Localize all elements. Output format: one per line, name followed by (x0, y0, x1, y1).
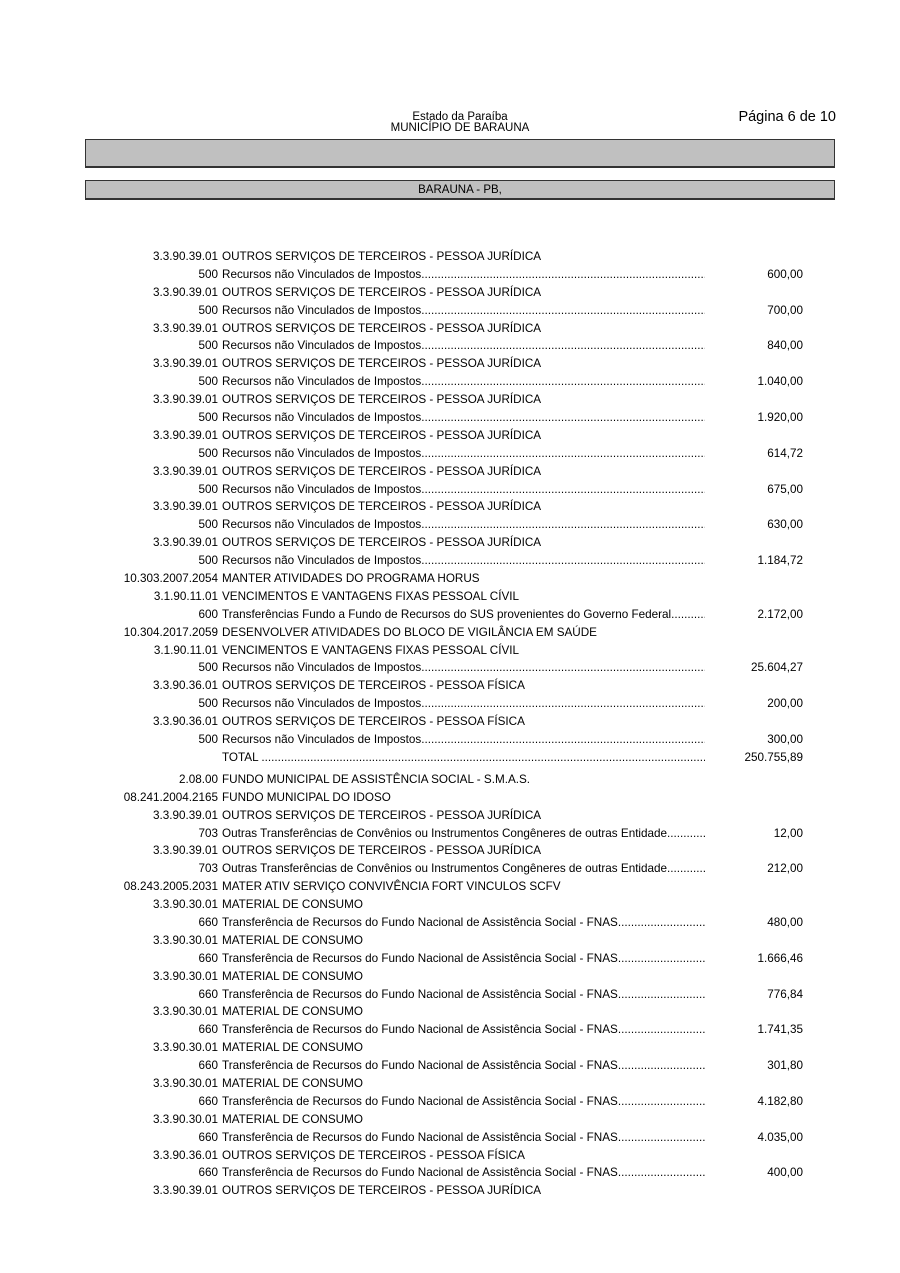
budget-item-row (0, 695, 900, 713)
row-description: OUTROS SERVIÇOS DE TERCEIROS - PESSOA JURÍDICA (222, 428, 542, 442)
row-code: 3.3.90.39.01 (153, 464, 218, 478)
row-description: Transferência de Recursos do Fundo Nacional de Assistência Social - FNAS ..... (222, 914, 705, 932)
budget-item-row (0, 481, 900, 499)
row-description: OUTROS SERVIÇOS DE TERCEIROS - PESSOA JURÍDICA (222, 250, 542, 263)
row-code: 3.3.90.39.01 (153, 250, 218, 263)
budget-rows (0, 248, 900, 1200)
row-value: 1.741,35 (757, 1023, 803, 1037)
row-value: 1.040,00 (757, 375, 803, 389)
budget-item-row (0, 552, 900, 570)
row-code: 660 (198, 1059, 218, 1073)
row-code: 3.3.90.30.01 (153, 898, 218, 912)
row-code: 500 (198, 482, 218, 496)
row-code: 660 (198, 987, 218, 1001)
budget-heading-row (0, 498, 900, 516)
budget-heading-row (0, 1039, 900, 1057)
row-description: Transferência de Recursos do Fundo Nacional de Assistência Social - FNAS ..... (222, 1021, 705, 1039)
row-code: 3.3.90.39.01 (153, 321, 218, 335)
budget-heading-row (0, 896, 900, 914)
row-description: MATERIAL DE CONSUMO (222, 1112, 363, 1126)
row-description: Recursos não Vinculados de Impostos ..... (222, 659, 705, 677)
budget-heading-row (0, 1182, 900, 1200)
row-code: 660 (198, 1023, 218, 1037)
row-code: 660 (198, 951, 218, 965)
row-value: 600,00 (767, 267, 803, 281)
budget-heading-row (0, 534, 900, 552)
budget-item-row (0, 731, 900, 749)
row-value: 1.184,72 (757, 554, 803, 568)
row-code: 3.3.90.30.01 (153, 1005, 218, 1019)
row-value: 614,72 (767, 446, 803, 460)
row-value: 2.172,00 (757, 607, 803, 621)
row-description: Recursos não Vinculados de Impostos ..... (222, 266, 705, 284)
row-code: 500 (198, 554, 218, 568)
row-value: 1.666,46 (757, 951, 803, 965)
row-description: DESENVOLVER ATIVIDADES DO BLOCO DE VIGILÂNCIA EM SAÚDE (222, 625, 597, 639)
row-description: OUTROS SERVIÇOS DE TERCEIROS - PESSOA JURÍDICA (222, 285, 542, 299)
row-description: OUTROS SERVIÇOS DE TERCEIROS - PESSOA JURÍDICA (222, 321, 542, 335)
budget-item-row (0, 1129, 900, 1147)
budget-item-row (0, 860, 900, 878)
row-code: 660 (198, 1130, 218, 1144)
row-value: 200,00 (767, 697, 803, 711)
budget-item-row (0, 606, 900, 624)
budget-heading-row (0, 807, 900, 825)
row-code: 703 (198, 826, 218, 840)
row-description: FUNDO MUNICIPAL DO IDOSO (222, 790, 391, 804)
row-code: 500 (198, 733, 218, 747)
row-value: 25.604,27 (751, 661, 803, 675)
budget-heading-row (0, 320, 900, 338)
row-code: 500 (198, 303, 218, 317)
row-description: Recursos não Vinculados de Impostos ..... (222, 516, 705, 534)
row-code: 500 (198, 339, 218, 353)
row-code: 3.3.90.30.01 (153, 1041, 218, 1055)
row-description: MATERIAL DE CONSUMO (222, 1041, 363, 1055)
row-code: 3.1.90.11.01 (153, 643, 218, 657)
budget-item-row (0, 373, 900, 391)
budget-heading-row (0, 1075, 900, 1093)
budget-heading-row (0, 932, 900, 950)
row-description: Recursos não Vinculados de Impostos ..... (222, 373, 705, 391)
row-description: OUTROS SERVIÇOS DE TERCEIROS - PESSOA FÍSICA (222, 679, 525, 693)
row-description: Recursos não Vinculados de Impostos ..... (222, 337, 705, 355)
row-description: Transferência de Recursos do Fundo Nacional de Assistência Social - FNAS ..... (222, 1093, 705, 1111)
row-description: MANTER ATIVIDADES DO PROGRAMA HORUS (222, 572, 480, 586)
budget-item-row (0, 516, 900, 534)
row-description: OUTROS SERVIÇOS DE TERCEIROS - PESSOA FÍSICA (222, 715, 525, 729)
budget-heading-row (0, 1111, 900, 1129)
row-value: 1.920,00 (757, 411, 803, 425)
row-description: Recursos não Vinculados de Impostos ..... (222, 445, 705, 463)
row-value: 675,00 (767, 482, 803, 496)
budget-heading-row (0, 248, 900, 266)
row-code: 08.243.2005.2031 (123, 880, 218, 894)
row-value: 700,00 (767, 303, 803, 317)
budget-item-row (0, 950, 900, 968)
budget-item-row (0, 1093, 900, 1111)
budget-item-row (0, 1021, 900, 1039)
budget-item-row (0, 266, 900, 284)
row-code: 3.3.90.30.01 (153, 1112, 218, 1126)
row-code: 500 (198, 697, 218, 711)
row-value: 630,00 (767, 518, 803, 532)
row-code: 3.3.90.36.01 (153, 715, 218, 729)
row-code: 3.3.90.39.01 (153, 1184, 218, 1198)
budget-heading-row (0, 1147, 900, 1165)
municipality-name: MUNICÍPIO DE BARAUNA (390, 122, 530, 134)
budget-heading-row (0, 968, 900, 986)
row-value: 480,00 (767, 915, 803, 929)
row-description: MATERIAL DE CONSUMO (222, 1076, 363, 1090)
row-code: 660 (198, 1166, 218, 1180)
row-description: MATERIAL DE CONSUMO (222, 969, 363, 983)
row-value: 4.035,00 (757, 1130, 803, 1144)
budget-heading-row (0, 355, 900, 373)
row-description: OUTROS SERVIÇOS DE TERCEIROS - PESSOA JURÍDICA (222, 393, 542, 407)
row-code: 3.3.90.39.01 (153, 357, 218, 371)
row-code: 08.241.2004.2165 (123, 790, 218, 804)
budget-item-row (0, 1057, 900, 1075)
row-value: 776,84 (767, 987, 803, 1001)
row-value: 840,00 (767, 339, 803, 353)
budget-heading-row (0, 391, 900, 409)
row-code: 660 (198, 915, 218, 929)
budget-heading-row (0, 789, 900, 807)
budget-item-row (0, 659, 900, 677)
row-code: 3.3.90.30.01 (153, 1076, 218, 1090)
row-description: OUTROS SERVIÇOS DE TERCEIROS - PESSOA JURÍDICA (222, 808, 542, 822)
row-description: OUTROS SERVIÇOS DE TERCEIROS - PESSOA JURÍDICA (222, 500, 542, 514)
row-code: 3.3.90.39.01 (153, 393, 218, 407)
row-code: 3.3.90.39.01 (153, 500, 218, 514)
row-description: MATER ATIV SERVIÇO CONVIVÊNCIA FORT VINCULOS SCFV (222, 880, 561, 894)
row-value: 4.182,80 (757, 1094, 803, 1108)
row-code: 3.3.90.39.01 (153, 536, 218, 550)
row-description: Transferência de Recursos do Fundo Nacional de Assistência Social - FNAS ..... (222, 950, 705, 968)
title-bar (85, 139, 835, 168)
budget-heading-row (0, 570, 900, 588)
budget-item-row (0, 749, 900, 767)
row-description: OUTROS SERVIÇOS DE TERCEIROS - PESSOA JURÍDICA (222, 536, 542, 550)
row-value: 12,00 (773, 826, 803, 840)
budget-item-row (0, 302, 900, 320)
state-name: Estado da Paraíba (412, 111, 508, 123)
budget-item-row (0, 445, 900, 463)
row-code: 500 (198, 375, 218, 389)
budget-item-row (0, 409, 900, 427)
row-description: OUTROS SERVIÇOS DE TERCEIROS - PESSOA JURÍDICA (222, 464, 542, 478)
row-description: TOTAL ..... (222, 749, 705, 767)
budget-item-row (0, 986, 900, 1004)
row-description: MATERIAL DE CONSUMO (222, 933, 363, 947)
budget-heading-row (0, 284, 900, 302)
row-code: 3.3.90.30.01 (153, 969, 218, 983)
budget-heading-row (0, 588, 900, 606)
row-description: MATERIAL DE CONSUMO (222, 1005, 363, 1019)
row-description: Transferência de Recursos do Fundo Nacional de Assistência Social - FNAS ..... (222, 986, 705, 1004)
row-description: Outras Transferências de Convênios ou Instrumentos Congêneres de outras Entidade ..... (222, 860, 705, 878)
row-description: VENCIMENTOS E VANTAGENS FIXAS PESSOAL CÍVIL (222, 643, 520, 657)
budget-heading-row (0, 463, 900, 481)
row-description: OUTROS SERVIÇOS DE TERCEIROS - PESSOA JURÍDICA (222, 1184, 542, 1198)
row-description: OUTROS SERVIÇOS DE TERCEIROS - PESSOA JURÍDICA (222, 357, 542, 371)
row-description: Recursos não Vinculados de Impostos ..... (222, 695, 705, 713)
budget-item-row (0, 337, 900, 355)
row-code: 3.3.90.39.01 (153, 428, 218, 442)
row-code: 703 (198, 862, 218, 876)
budget-heading-row (0, 642, 900, 660)
row-code: 3.3.90.39.01 (153, 285, 218, 299)
budget-item-row (0, 914, 900, 932)
row-code: 500 (198, 446, 218, 460)
row-code: 500 (198, 518, 218, 532)
row-code: 600 (198, 607, 218, 621)
row-code: 10.303.2007.2054 (123, 572, 218, 586)
location-bar: BARAUNA - PB, (85, 180, 835, 200)
row-code: 500 (198, 661, 218, 675)
budget-heading-row (0, 677, 900, 695)
row-description: Recursos não Vinculados de Impostos ..... (222, 481, 705, 499)
row-code: 500 (198, 411, 218, 425)
row-description: Recursos não Vinculados de Impostos ..... (222, 731, 705, 749)
row-description: Recursos não Vinculados de Impostos ..... (222, 409, 705, 427)
row-code: 500 (198, 267, 218, 281)
row-value: 301,80 (767, 1059, 803, 1073)
row-description: Transferência de Recursos do Fundo Nacional de Assistência Social - FNAS ..... (222, 1129, 705, 1147)
row-description: Recursos não Vinculados de Impostos ..... (222, 302, 705, 320)
row-code: 2.08.00 (179, 772, 218, 786)
row-description: Recursos não Vinculados de Impostos ..... (222, 552, 705, 570)
row-description: Outras Transferências de Convênios ou Instrumentos Congêneres de outras Entidade ..... (222, 825, 705, 843)
row-description: OUTROS SERVIÇOS DE TERCEIROS - PESSOA FÍSICA (222, 1148, 525, 1162)
row-description: VENCIMENTOS E VANTAGENS FIXAS PESSOAL CÍVIL (222, 589, 520, 603)
row-value: 300,00 (767, 733, 803, 747)
row-code: 3.3.90.39.01 (153, 844, 218, 858)
row-code: 3.3.90.36.01 (153, 679, 218, 693)
row-description: Transferências Fundo a Fundo de Recursos do SUS provenientes do Governo Federal ..... (222, 606, 705, 624)
row-code: 10.304.2017.2059 (123, 625, 218, 639)
budget-heading-row (0, 427, 900, 445)
row-description: Transferência de Recursos do Fundo Nacional de Assistência Social - FNAS ..... (222, 1057, 705, 1075)
row-description: FUNDO MUNICIPAL DE ASSISTÊNCIA SOCIAL - S.M.A.S. (222, 772, 531, 786)
page-number: Página 6 de 10 (738, 109, 836, 125)
budget-heading-row (0, 878, 900, 896)
budget-heading-row (0, 1003, 900, 1021)
row-description: Transferência de Recursos do Fundo Nacional de Assistência Social - FNAS ..... (222, 1164, 705, 1182)
row-value: 250.755,89 (744, 750, 803, 764)
budget-heading-row (0, 842, 900, 860)
budget-heading-row (0, 713, 900, 731)
row-code: 3.3.90.39.01 (153, 808, 218, 822)
budget-item-row (0, 1164, 900, 1182)
budget-heading-row (0, 624, 900, 642)
row-description: OUTROS SERVIÇOS DE TERCEIROS - PESSOA JURÍDICA (222, 844, 542, 858)
row-code: 3.3.90.36.01 (153, 1148, 218, 1162)
row-value: 212,00 (767, 862, 803, 876)
budget-heading-row (0, 771, 900, 789)
row-code: 3.1.90.11.01 (153, 589, 218, 603)
row-code: 3.3.90.30.01 (153, 933, 218, 947)
row-description: MATERIAL DE CONSUMO (222, 898, 363, 912)
row-code: 660 (198, 1094, 218, 1108)
budget-item-row (0, 825, 900, 843)
row-value: 400,00 (767, 1166, 803, 1180)
